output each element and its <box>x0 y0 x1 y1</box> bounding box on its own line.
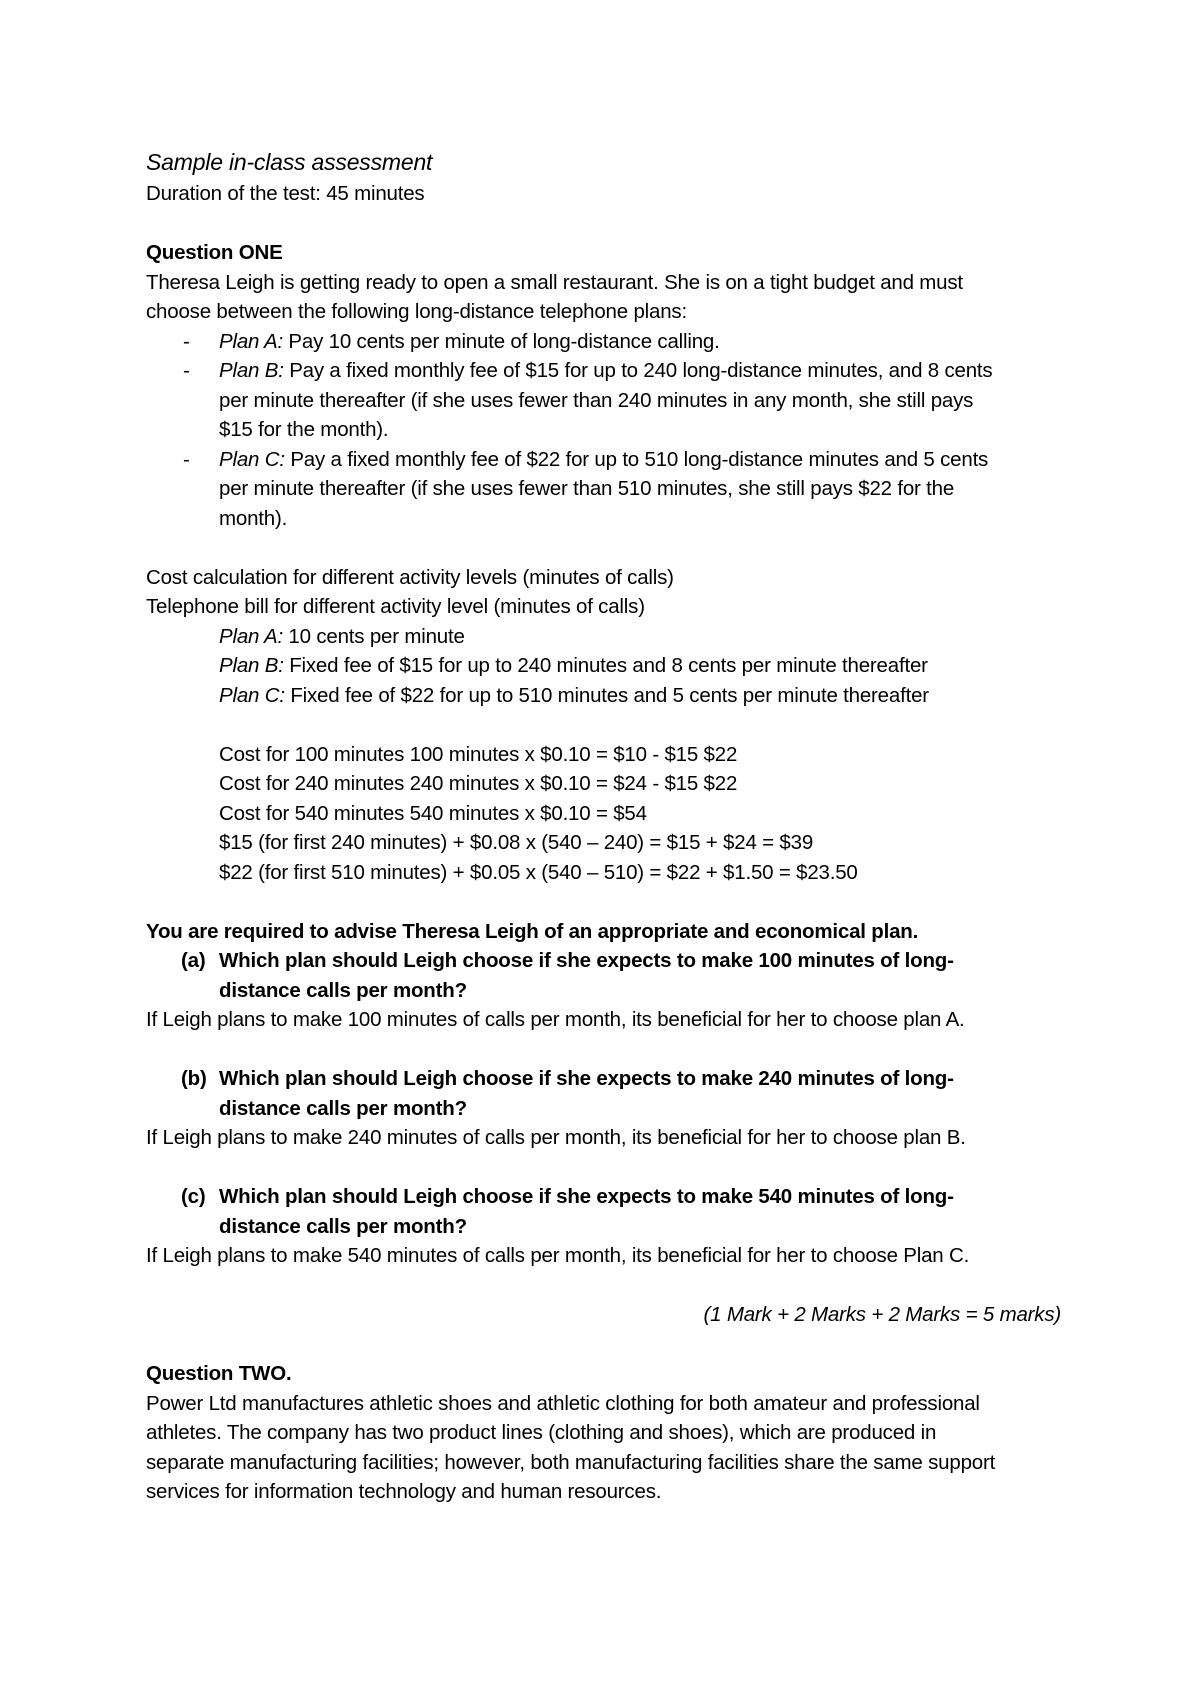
plan-summary-line <box>219 681 1086 711</box>
plan-text: Pay 10 cents per minute of long-distance calling. <box>282 329 720 353</box>
plan-name: Plan A: <box>219 624 283 648</box>
test-duration: Duration of the test: 45 minutes <box>146 182 425 205</box>
calc-line: $22 (for first 510 minutes) + $0.05 x (540 – 510) = $22 + $1.50 = $23.50 <box>219 860 858 884</box>
marks-allocation: (1 Mark + 2 Marks + 2 Marks = 5 marks) <box>703 1303 1061 1326</box>
sub-question-label: (a) <box>181 949 206 972</box>
question-one-intro: Theresa Leigh is getting ready to open a small restaurant. She is on a tight budget and must choose between the following long-distance telephone plans: <box>146 270 963 323</box>
plan-name: Plan B: <box>219 359 284 382</box>
plan-summary-line <box>219 651 1086 681</box>
plan-text: Fixed fee of $22 for up to 510 minutes and 5 cents per minute thereafter <box>284 683 929 707</box>
list-dash: - <box>183 447 190 471</box>
question-two-intro: Power Ltd manufactures athletic shoes and athletic clothing for both amateur and professional athletes. The company has two product lines (clothing and shoes), which are produced in separate manufacturing facilities; however, both manufacturing facilities share the same support services for information technology and human resources. <box>146 1391 996 1503</box>
calc-line: Cost for 240 minutes 240 minutes x $0.10 = $24 - $15 $22 <box>219 772 738 795</box>
plan-summary <box>146 622 1086 888</box>
plan-item <box>146 327 999 357</box>
sub-question-text: Which plan should Leigh choose if she expects to make 100 minutes of long-distance calls per month? <box>219 949 954 1002</box>
cost-heading-2: Telephone bill for different activity level (minutes of calls) <box>146 595 645 618</box>
plan-summary-line <box>219 622 1086 652</box>
answer-b: If Leigh plans to make 240 minutes of calls per month, its beneficial for her to choose plan B. <box>146 1126 966 1149</box>
plan-text: Pay a fixed monthly fee of $15 for up to 240 long-distance minutes, and 8 cents per minute thereafter (if she uses fewer than 240 minutes in any month, she still pays $15 for the month). <box>219 359 993 441</box>
requirement: You are required to advise Theresa Leigh of an appropriate and economical plan. <box>146 919 919 943</box>
sub-question-text: Which plan should Leigh choose if she expects to make 240 minutes of long-distance calls per month? <box>219 1067 954 1120</box>
sub-question-a <box>146 946 979 1005</box>
plan-name: Plan B: <box>219 654 284 677</box>
calc-line: Cost for 100 minutes 100 minutes x $0.10 = $10 - $15 $22 <box>219 742 738 766</box>
plan-text: 10 cents per minute <box>282 624 465 648</box>
document-page <box>146 146 1086 1507</box>
plan-item <box>146 356 999 445</box>
plan-name: Plan A: <box>219 329 283 353</box>
calc-line: $15 (for first 240 minutes) + $0.08 x (540 – 240) = $15 + $24 = $39 <box>219 831 814 854</box>
question-one-heading: Question ONE <box>146 241 283 264</box>
list-dash: - <box>183 359 190 382</box>
plan-text: Fixed fee of $15 for up to 240 minutes and 8 cents per minute thereafter <box>283 654 928 677</box>
calc-line: Cost for 540 minutes 540 minutes x $0.10 = $54 <box>219 801 647 825</box>
sub-question-text: Which plan should Leigh choose if she expects to make 540 minutes of long-distance calls per month? <box>219 1185 954 1238</box>
list-dash: - <box>183 329 190 353</box>
answer-a: If Leigh plans to make 100 minutes of calls per month, its beneficial for her to choose plan A. <box>146 1008 965 1031</box>
sub-question-b <box>146 1064 979 1123</box>
sub-question-label: (b) <box>181 1067 207 1090</box>
answer-c: If Leigh plans to make 540 minutes of calls per month, its beneficial for her to choose Plan C. <box>146 1244 970 1267</box>
question-two-heading: Question TWO. <box>146 1362 292 1385</box>
plan-item <box>146 445 1019 534</box>
doc-title: Sample in-class assessment <box>146 149 433 175</box>
cost-heading-1: Cost calculation for different activity levels (minutes of calls) <box>146 565 674 589</box>
plan-text: Pay a fixed monthly fee of $22 for up to 510 long-distance minutes and 5 cents per minute thereafter (if she uses fewer than 510 minutes, she still pays $22 for the month). <box>219 447 989 530</box>
plan-name: Plan C: <box>219 683 285 707</box>
sub-question-c <box>146 1182 979 1241</box>
plan-name: Plan C: <box>219 447 285 471</box>
plan-list <box>146 327 1086 534</box>
sub-question-label: (c) <box>181 1185 206 1208</box>
